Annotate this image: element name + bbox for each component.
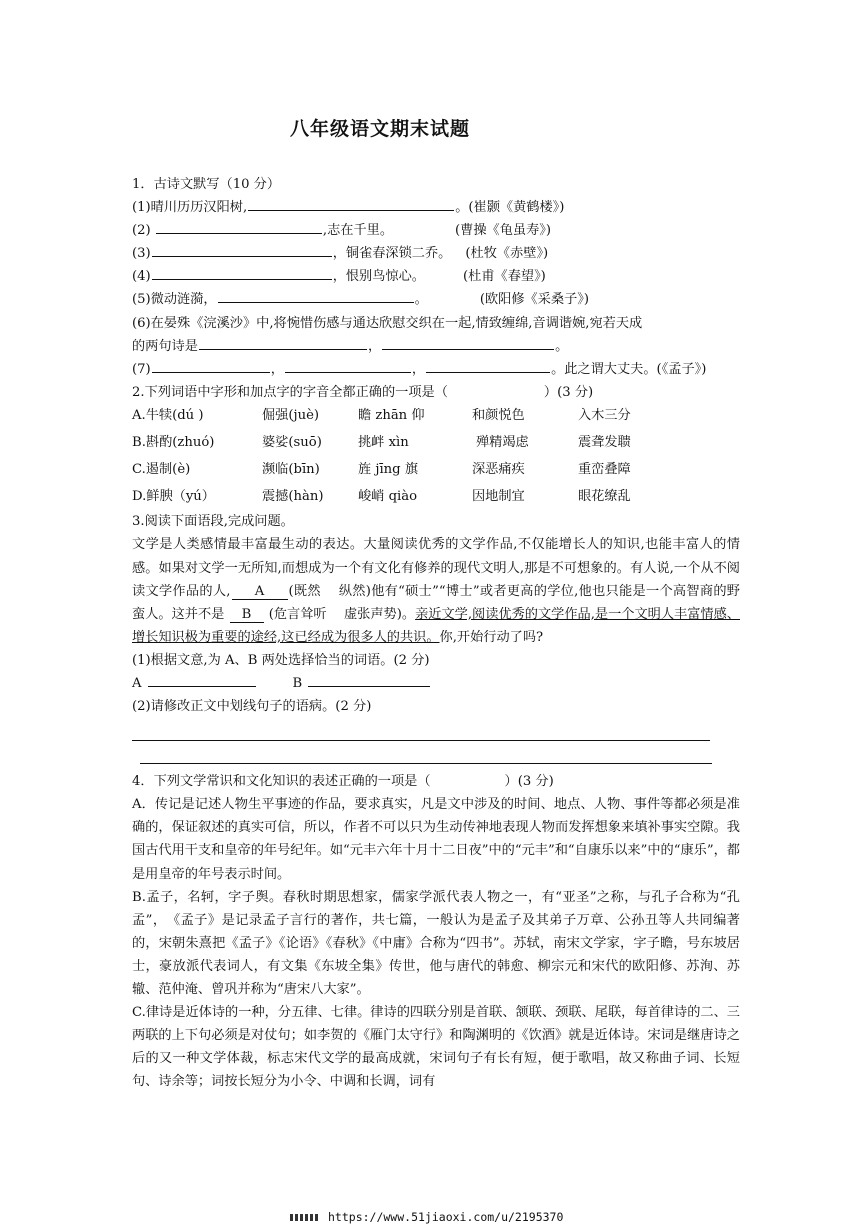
answer-blank[interactable] [285, 358, 411, 373]
q4-heading: 4．下列文学常识和文化知识的表述正确的一项是（ ）(3 分) [132, 774, 554, 790]
underlined-sentence: 亲近文学,阅读优秀的文学作品,是一个文明人丰富情感、增长知识极为重要的途经,这已经成为很多人的共识。 [132, 606, 740, 645]
answer-blank-a[interactable] [148, 672, 256, 687]
q3-sub-2: (2)请修改正文中划线句子的语病。(2 分) [132, 699, 372, 715]
footer-url[interactable]: https://www.51jiaoxi.com/u/2195370 [328, 1210, 564, 1224]
q1-line-5: (5)微动涟漪， 。 (欧阳修《采桑子》) [132, 288, 740, 311]
answer-blank[interactable] [152, 242, 332, 257]
q2-options [132, 404, 740, 508]
exam-body [132, 173, 740, 1093]
option-row: C.遏制(è) 濒临(bīn) 旌 jīng 旗 深恶痛疾 重峦叠障 [132, 462, 631, 478]
blank-a[interactable]: A [232, 585, 288, 600]
watermark-logo [290, 1214, 320, 1221]
option-row: B.斟酌(zhuó) 婆娑(suō) 挑衅 xìn 殚精竭虑 震聋发聩 [132, 435, 631, 451]
q4-option-a: A．传记是记述人物生平事迹的作品，要求真实，凡是文中涉及的时间、地点、人物、事件等都必须是准确的，保证叙述的真实可信，所以，作者不可以只为生动传神地表现人物而发挥想象来填补事实空隙。我国古代用干支和皇帝的年号纪年。如“元丰六年十月十二日夜”中的“元丰”和“自康乐以来”中的“康乐”，都是用皇帝的年号表示时间。 [132, 797, 740, 882]
answer-blank[interactable] [218, 288, 414, 303]
q3-sub-1: (1)根据文意,为 A、B 两处选择恰当的词语。(2 分) [132, 652, 430, 668]
q3-sub-1-answers: A B [132, 672, 740, 695]
q1-line-7: (7) ， ， 。此之谓大丈夫。(《孟子》) [132, 358, 740, 381]
answer-blank[interactable] [199, 335, 367, 350]
option-row: D.鲜腴（yú） 震撼(hàn) 峻峭 qiào 因地制宜 眼花缭乱 [132, 489, 631, 505]
q4-option-b: B.孟子，名轲，字子舆。春秋时期思想家，儒家学派代表人物之一，有“亚圣”之称，与孔子合称为“孔孟”， 《孟子》是记录孟子言行的著作，共七篇，一般认为是孟子及其弟子万章、公孙丑等人共同编著的，宋朝朱熹把《孟子》《论语》《春秋》《中庸》合称为“四书”。苏轼，南宋文学家，字子瞻，号东坡居士，豪放派代表词人，有文集《东坡全集》传世，他与唐代的韩愈、柳宗元和宋代的欧阳修、苏洵、苏辙、范仲淹、曾巩并称为“唐宋八大家”。 [132, 889, 740, 997]
option-row: A.牛犊(dú ) 倔强(juè) 瞻 zhān 仰 和颜悦色 入木三分 [132, 407, 631, 423]
q1-line-6: (6)在晏殊《浣溪沙》中,将惋惜伤感与通达欣慰交织在一起,情致缠绵,音调谐婉,宛若天成 [132, 315, 643, 331]
page-title: 八年级语文期末试题 [289, 118, 470, 140]
blank-b[interactable]: B [230, 608, 264, 623]
q1-line-2: (2) ,志在千里。 (曹操《龟虽寿》) [132, 219, 740, 242]
answer-blank[interactable] [152, 358, 270, 373]
q3-heading: 3.阅读下面语段,完成问题。 [132, 514, 294, 530]
q1-line-3: (3) ，铜雀春深锁二乔。 (杜牧《赤壁》) [132, 242, 740, 265]
answer-blank[interactable] [248, 196, 454, 211]
q1-heading: 1．古诗文默写（10 分） [132, 177, 281, 192]
answer-line[interactable] [140, 741, 712, 764]
answer-blank[interactable] [152, 265, 332, 280]
answer-blank-b[interactable] [308, 672, 430, 687]
answer-blank[interactable] [382, 335, 554, 350]
q1-line-1: (1)晴川历历汉阳树, 。(崔颢《黄鹤楼》) [132, 196, 740, 219]
q1-line-6b: 的两句诗是 ， 。 [132, 335, 740, 358]
q4-option-c: C.律诗是近体诗的一种，分五律、七律。律诗的四联分别是首联、颔联、颈联、尾联，每首律诗的二、三两联的上下句必须是对仗句；如李贺的《雁门太守行》和陶渊明的《饮酒》就是近体诗。宋词是继唐诗之后的又一种文学体裁，标志宋代文学的最高成就，宋词句子有长有短，便于歌唱，故又称曲子词、长短句、诗余等；词按长短分为小令、中调和长调，词有 [132, 1005, 740, 1090]
q1-line-4: (4) ，恨别鸟惊心。 (杜甫《春望》) [132, 265, 740, 288]
footer-watermark [290, 1210, 563, 1224]
answer-blank[interactable] [426, 358, 550, 373]
q3-passage: 文学是人类感情最丰富最生动的表达。大量阅读优秀的文学作品,不仅能增长人的知识,也能丰富人的情感。如果对文学一无所知,而想成为一个有文化有修养的现代文明人,那是不可想象的。有人说,一个从不阅读文学作品的人, A (既然 纵然)他有“硕士”“博士”或者更高的学位,他也只能是一个高智商的野蛮人。这并不是 B (危言耸听 虚张声势)。亲近文学,阅读优秀的文学作品,是一个文明人丰富情感、增长知识极为重要的途经,这已经成为很多人的共识。你,开始行动了吗? [132, 537, 740, 645]
answer-blank[interactable] [156, 219, 322, 234]
answer-line[interactable] [132, 718, 710, 741]
q2-heading: 2.下列词语中字形和加点字的字音全都正确的一项是（ ）(3 分) [132, 384, 594, 400]
